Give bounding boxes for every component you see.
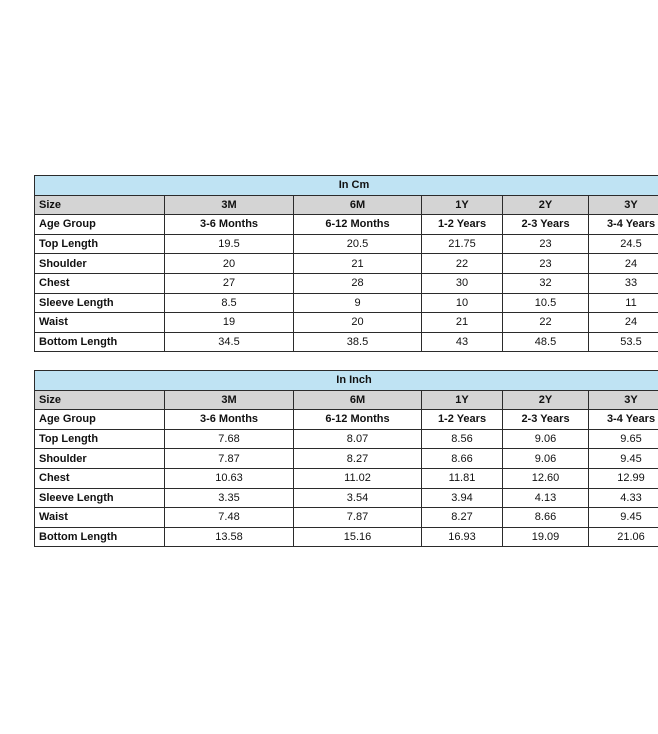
- size-header-cell: 6M: [294, 390, 422, 410]
- row-label: Chest: [35, 273, 165, 293]
- table-cell: 1-2 Years: [422, 410, 503, 430]
- table-row: [35, 313, 658, 333]
- row-label: Top Length: [35, 429, 165, 449]
- size-header-cell: 2Y: [503, 195, 589, 215]
- table-cell: 21.75: [422, 234, 503, 254]
- table-cell: 23: [503, 254, 589, 274]
- table-cell: 7.48: [165, 508, 294, 528]
- table-cell: 3-4 Years: [589, 410, 658, 430]
- table-cell: 2-3 Years: [503, 215, 589, 235]
- table-cell: 32: [503, 273, 589, 293]
- table-cell: 3-6 Months: [165, 410, 294, 430]
- table-cell: 9.06: [503, 429, 589, 449]
- table-cell: 24: [589, 313, 658, 333]
- table-cell: 48.5: [503, 332, 589, 352]
- table-row: [35, 508, 658, 528]
- table-cell: 10: [422, 293, 503, 313]
- table-row: [35, 293, 658, 313]
- table-row: [35, 410, 658, 430]
- table-cell: 12.99: [589, 468, 658, 488]
- row-label: Age Group: [35, 215, 165, 235]
- table-cell: 53.5: [589, 332, 658, 352]
- table-cell: 10.63: [165, 468, 294, 488]
- table-cell: 7.87: [294, 508, 422, 528]
- table-row: [35, 449, 658, 469]
- table-cell: 8.07: [294, 429, 422, 449]
- table-cell: 20: [294, 313, 422, 333]
- table-cell: 3.35: [165, 488, 294, 508]
- table-cell: 3.54: [294, 488, 422, 508]
- table-row: [35, 332, 658, 352]
- table-row: [35, 273, 658, 293]
- size-chart-inch: [34, 370, 658, 547]
- table-cell: 8.27: [294, 449, 422, 469]
- table-row: [35, 234, 658, 254]
- table-cell: 6-12 Months: [294, 410, 422, 430]
- table-cell: 10.5: [503, 293, 589, 313]
- row-label: Waist: [35, 508, 165, 528]
- table-cell: 38.5: [294, 332, 422, 352]
- table-cell: 8.66: [503, 508, 589, 528]
- table-cell: 12.60: [503, 468, 589, 488]
- table-cell: 23: [503, 234, 589, 254]
- table-cell: 22: [422, 254, 503, 274]
- table-cell: 19: [165, 313, 294, 333]
- table-row: [35, 527, 658, 547]
- row-label: Shoulder: [35, 449, 165, 469]
- table-cell: 13.58: [165, 527, 294, 547]
- table-cell: 9.65: [589, 429, 658, 449]
- size-header-cell: 3M: [165, 390, 294, 410]
- table-cell: 4.13: [503, 488, 589, 508]
- row-label: Age Group: [35, 410, 165, 430]
- row-label: Bottom Length: [35, 527, 165, 547]
- table-cell: 8.27: [422, 508, 503, 528]
- table-cell: 11.81: [422, 468, 503, 488]
- row-label: Bottom Length: [35, 332, 165, 352]
- table-title: In Cm: [35, 176, 658, 196]
- table-cell: 9: [294, 293, 422, 313]
- table-cell: 3-4 Years: [589, 215, 658, 235]
- row-label: Sleeve Length: [35, 488, 165, 508]
- table-cell: 28: [294, 273, 422, 293]
- table-cell: 24: [589, 254, 658, 274]
- size-header-row: [35, 195, 658, 215]
- table-cell: 9.45: [589, 508, 658, 528]
- table-cell: 43: [422, 332, 503, 352]
- table-cell: 20.5: [294, 234, 422, 254]
- table-cell: 8.66: [422, 449, 503, 469]
- size-header-cell: 1Y: [422, 390, 503, 410]
- table-cell: 16.93: [422, 527, 503, 547]
- size-chart-cm: [34, 175, 658, 352]
- size-header-cell: 2Y: [503, 390, 589, 410]
- table-cell: 21: [422, 313, 503, 333]
- table-cell: 3.94: [422, 488, 503, 508]
- row-label: Size: [35, 390, 165, 410]
- size-chart-cm-body: [35, 176, 658, 352]
- table-cell: 27: [165, 273, 294, 293]
- table-title: In Inch: [35, 371, 658, 391]
- table-cell: 21.06: [589, 527, 658, 547]
- table-cell: 30: [422, 273, 503, 293]
- table-cell: 19.09: [503, 527, 589, 547]
- size-header-row: [35, 390, 658, 410]
- table-cell: 8.5: [165, 293, 294, 313]
- table-cell: 33: [589, 273, 658, 293]
- table-cell: 2-3 Years: [503, 410, 589, 430]
- size-header-cell: 6M: [294, 195, 422, 215]
- table-cell: 4.33: [589, 488, 658, 508]
- row-label: Waist: [35, 313, 165, 333]
- table-row: [35, 429, 658, 449]
- size-header-cell: 3Y: [589, 195, 658, 215]
- size-header-cell: 1Y: [422, 195, 503, 215]
- table-cell: 21: [294, 254, 422, 274]
- table-cell: 7.87: [165, 449, 294, 469]
- row-label: Top Length: [35, 234, 165, 254]
- table-cell: 11: [589, 293, 658, 313]
- table-title-row: [35, 371, 658, 391]
- table-cell: 11.02: [294, 468, 422, 488]
- table-cell: 6-12 Months: [294, 215, 422, 235]
- table-cell: 1-2 Years: [422, 215, 503, 235]
- table-cell: 24.5: [589, 234, 658, 254]
- size-header-cell: 3Y: [589, 390, 658, 410]
- table-cell: 20: [165, 254, 294, 274]
- row-label: Chest: [35, 468, 165, 488]
- table-cell: 15.16: [294, 527, 422, 547]
- table-cell: 9.06: [503, 449, 589, 469]
- table-cell: 3-6 Months: [165, 215, 294, 235]
- table-cell: 22: [503, 313, 589, 333]
- row-label: Size: [35, 195, 165, 215]
- row-label: Sleeve Length: [35, 293, 165, 313]
- row-label: Shoulder: [35, 254, 165, 274]
- table-row: [35, 488, 658, 508]
- table-row: [35, 254, 658, 274]
- table-row: [35, 215, 658, 235]
- table-cell: 34.5: [165, 332, 294, 352]
- table-cell: 7.68: [165, 429, 294, 449]
- table-cell: 9.45: [589, 449, 658, 469]
- size-chart-inch-body: [35, 371, 658, 547]
- table-row: [35, 468, 658, 488]
- table-cell: 19.5: [165, 234, 294, 254]
- table-cell: 8.56: [422, 429, 503, 449]
- size-header-cell: 3M: [165, 195, 294, 215]
- table-title-row: [35, 176, 658, 196]
